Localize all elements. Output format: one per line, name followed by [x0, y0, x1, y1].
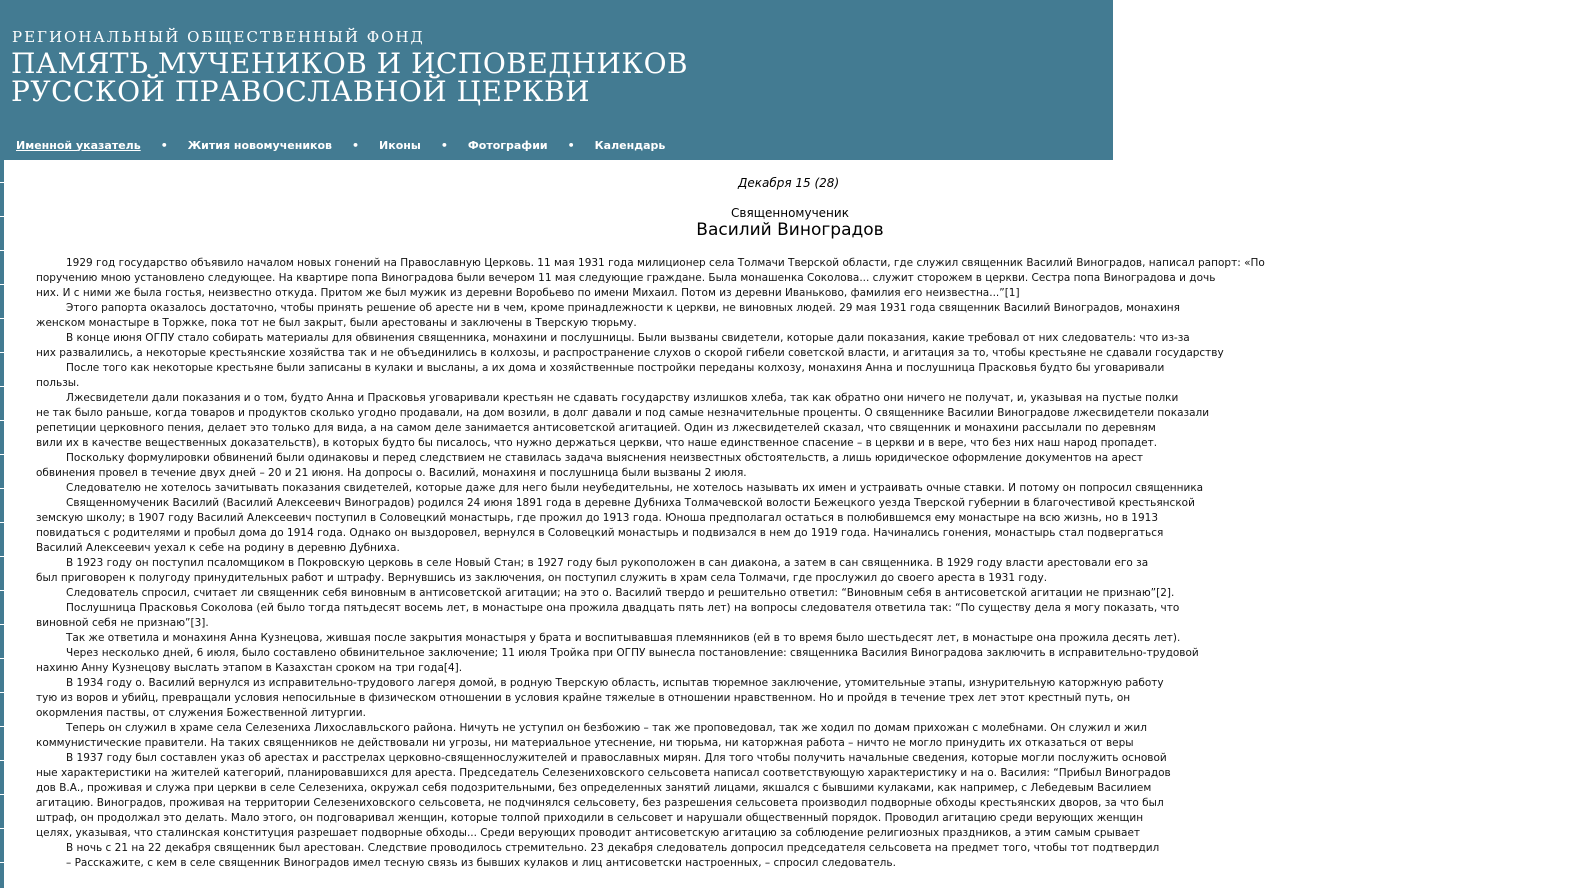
article-line: Священномученик Василий (Василий Алексеевич Виноградов) родился 24 июня 1891 года в деревне Дубниха Толмачевской волости Бежецкого уезда Тверской губернии в благочестивой крестьянской [66, 497, 1195, 509]
article-line: не так было раньше, когда товаров и продуктов сколько угодно продавали, на дом возили, в долг давали и под самые незначительные проценты. О священнике Василии Виноградове лжесвидетели показали [36, 407, 1210, 419]
article-line: нахиню Анну Кузнецову выслать этапом в Казахстан сроком на три года[4]. [36, 662, 463, 674]
article-line: – Расскажите, с кем в селе священник Виноградов имел тесную связь из бывших кулаков и лиц антисоветски настроенных, – спросил следователь. [66, 857, 896, 869]
article-line: Следователю не хотелось зачитывать показания свидетелей, которые даже для него были неубедительны, не хотелось называть их имен и устраивать очные ставки. И потому он попросил священника [66, 482, 1204, 494]
article-line: В 1934 году о. Василий вернулся из исправительно-трудового лагеря домой, в родную Тверскую область, испытав тюремное заключение, утомительные этапы, изнурительную каторжную работу [66, 677, 1164, 689]
article-line: В 1937 году был составлен указ об арестах и расстрелах церковно-священнослужителей и православных мирян. Для того чтобы получить начальные сведения, которые могли послужить основой [66, 752, 1167, 764]
article-line: земскую школу; в 1907 году Василий Алексеевич поступил в Соловецкий монастырь, где прожил до 1913 года. Юноша предполагал остаться в полюбившемся ему монастыре на всю жизнь, но в 1913 [36, 512, 1159, 524]
article-line: После того как некоторые крестьяне были записаны в кулаки и высланы, а их дома и хозяйственные постройки переданы колхозу, монахиня Анна и послушница Прасковья будто бы уговаривали [66, 362, 1165, 374]
article-line: поручению мною установлено следующее. На квартире попа Виноградова были вечером 11 мая следующие граждане. Была монашенка Соколова... служит сторожем в церкви. Сестра попа Виноградова и дочь [36, 272, 1216, 284]
article-line: повидаться с родителями и пробыл дома до 1914 года. Однако он выздоровел, вернулся в Соловецкий монастырь и подвизался в нем до 1919 года. Начинались гонения, монастырь стал подвергаться [36, 527, 1164, 539]
article-line: Поскольку формулировки обвинений были одинаковы и перед следствием не ставилась задача выяснения неизвестных обстоятельств, а лишь юридическое оформление документов на арест [66, 452, 1143, 464]
left-sidebar-edge [0, 160, 4, 888]
nav-separator: • [440, 138, 448, 152]
article-line: В 1923 году он поступил псаломщиком в Покровскую церковь в селе Новый Стан; в 1927 году был рукоположен в сан диакона, а затем в сан священника. В 1929 году власти арестовали его за [66, 557, 1149, 569]
saint-name: Василий Виноградов [696, 220, 884, 240]
article-line: В конце июня ОГПУ стало собирать материалы для обвинения священника, монахини и послушницы. Были вызваны свидетели, которые дали показания, какие требовал от них следователь: что из-за [66, 332, 1190, 344]
article-line: Лжесвидетели дали показания и о том, будто Анна и Прасковья уговаривали крестьян не сдавать государству излишков хлеба, так как обратно они ничего не получат, и, указывая на пустые полки [66, 392, 1179, 404]
article-line: тую из воров и убийц, превращали условия непосильные в физическом отношении в условия крайне тяжелые в отношении нравственном. Но и пройдя в течение трех лет этот крестный путь, он [36, 692, 1131, 704]
nav-separator: • [352, 138, 360, 152]
article-line: обвинения провел в течение двух дней – 20 и 21 июня. На допросы о. Василий, монахиня и послушница были вызваны 2 июля. [36, 467, 747, 479]
feast-date: Декабря 15 (28) [738, 176, 840, 190]
nav-name-index[interactable]: Именной указатель [16, 138, 141, 152]
article-line: был приговорен к полугоду принудительных работ и штрафу. Вернувшись из заключения, он поступил служить в храм села Толмачи, где прослужил до своего ареста в 1931 году. [36, 572, 1048, 584]
article-line: Василий Алексеевич уехал к себе на родину в деревню Дубниха. [36, 542, 400, 554]
article-line: Через несколько дней, 6 июля, было составлено обвинительное заключение; 11 июля Тройка при ОГПУ вынесла постановление: священника Василия Виноградова заключить в исправительно-трудовой [66, 647, 1199, 659]
article-line: Этого рапорта оказалось достаточно, чтобы принять решение об аресте ни в чем, кроме принадлежности к церкви, не виновных людей. 29 мая 1931 года священник Василий Виноградов, монахиня [66, 302, 1180, 314]
nav-icons[interactable]: Иконы [379, 138, 421, 152]
article-line: штраф, он продолжал это делать. Мало этого, он подговаривал женщин, которые толпой приходили в сельсовет и нарушали общественный порядок. Проводил агитацию среди верующих женщин [36, 812, 1144, 824]
saint-rank: Священномученик [731, 206, 849, 220]
article-line: них развалились, а некоторые крестьянские хозяйства так и не объединились в колхозы, и распространение слухов о скорой гибели советской власти, и агитация за то, чтобы крестьяне не сдавали государству [36, 347, 1224, 359]
article-body [36, 256, 1265, 871]
nav-calendar[interactable]: Календарь [594, 138, 666, 152]
article-line: них. И с ними же была гостья, неизвестно откуда. Притом же был мужик из деревни Воробьево по имени Михаил. Потом из деревни Иваньково, фамилия его неизвестна...”[1] [36, 287, 1020, 299]
article-line: Так же ответила и монахиня Анна Кузнецова, жившая после закрытия монастыря у брата и воспитывавшая племянников (ей в то время было шестьдесят лет, в монастыре она прожила десять лет). [66, 632, 1181, 644]
article-line: вили их в качестве вещественных доказательств), в которых будто бы писалось, что нужно держаться церкви, что наше единственное спасение – в церкви и в вере, что без них наш народ пропадет. [36, 437, 1158, 449]
article-line: агитацию. Виноградов, проживая на территории Селезениховского сельсовета, не подчинялся сельсовету, без разрешения сельсовета производил подворные обходы крестьянских дворов, за что был [36, 797, 1164, 809]
article-line: репетиции церковного пения, делает это только для вида, а на самом деле занимается антисоветской агитацией. Один из лжесвидетелей сказал, что священник и монахини рассылали по деревням [36, 422, 1156, 434]
site-title-line-2[interactable]: РУССКОЙ ПРАВОСЛАВНОЙ ЦЕРКВИ [11, 75, 590, 108]
article-line: пользы. [36, 377, 80, 389]
article-line: дов В.А., проживая и служа при церкви в селе Селезениха, окружал себя подозрительными, без определенных занятий лицами, якшался с бывшими кулаками, как например, с Лебедевым Василием [36, 782, 1152, 794]
article-line: коммунистические правители. На таких священников не действовали ни угрозы, ни материальное утеснение, ни тюрьма, ни каторжная работа – ничто не могло принудить их отказаться от веры [36, 737, 1134, 749]
site-title-line-1[interactable]: ПАМЯТЬ МУЧЕНИКОВ И ИСПОВЕДНИКОВ [11, 47, 689, 80]
org-name: РЕГИОНАЛЬНЫЙ ОБЩЕСТВЕННЫЙ ФОНД [12, 28, 425, 46]
nav-photos[interactable]: Фотографии [467, 138, 548, 152]
article-line: окормления паствы, от служения Божественной литургии. [36, 707, 366, 719]
article-line: В ночь с 21 на 22 декабря священник был арестован. Следствие проводилось стремительно. 23 декабря следователь допросил председателя сельсовета на предмет того, чтобы тот подтвердил [66, 842, 1160, 854]
article-line: 1929 год государство объявило началом новых гонений на Православную Церковь. 11 мая 1931 года милиционер села Толмачи Тверской области, где служил священник Василий Виноградов, написал рапорт: «По [66, 257, 1265, 269]
article-line: виновной себя не признаю”[3]. [36, 617, 209, 629]
article-line: ные характеристики на жителей категорий, планировавшихся для ареста. Председатель Селезениховского сельсовета написал соответствующую характеристику и на о. Василия: “Прибыл Виноградов [36, 767, 1171, 779]
nav-lives[interactable]: Жития новомучеников [187, 138, 333, 152]
article-line: Следователь спросил, считает ли священник себя виновным в антисоветской агитации; на это о. Василий твердо и решительно ответил: “Виновным себя в антисоветской агитации не признаю”[2]. [66, 587, 1175, 599]
article-line: Послушница Прасковья Соколова (ей было тогда пятьдесят восемь лет, в монастыре она прожила двадцать пять лет) на вопросы следователя ответила так: “По существу дела я могу показать, что [66, 602, 1180, 614]
main-nav [16, 137, 665, 153]
article-line: женском монастыре в Торжке, пока тот не был закрыт, были арестованы и заключены в Тверскую тюрьму. [36, 317, 637, 329]
site-title[interactable] [11, 47, 689, 108]
article-line: Теперь он служил в храме села Селезениха Лихославльского района. Ничуть не уступил он безбожию – так же проповедовал, так же ходил по домам прихожан с молебнами. Он служил и жил [66, 722, 1147, 734]
article-line: целях, указывая, что сталинская конституция разрешает подворные обходы... Среди верующих проводит антисоветскую агитацию за соблюдение религиозных праздников, а этим самым срывает [36, 827, 1141, 839]
nav-separator: • [160, 138, 168, 152]
nav-separator: • [567, 138, 575, 152]
site-header [0, 0, 1113, 160]
